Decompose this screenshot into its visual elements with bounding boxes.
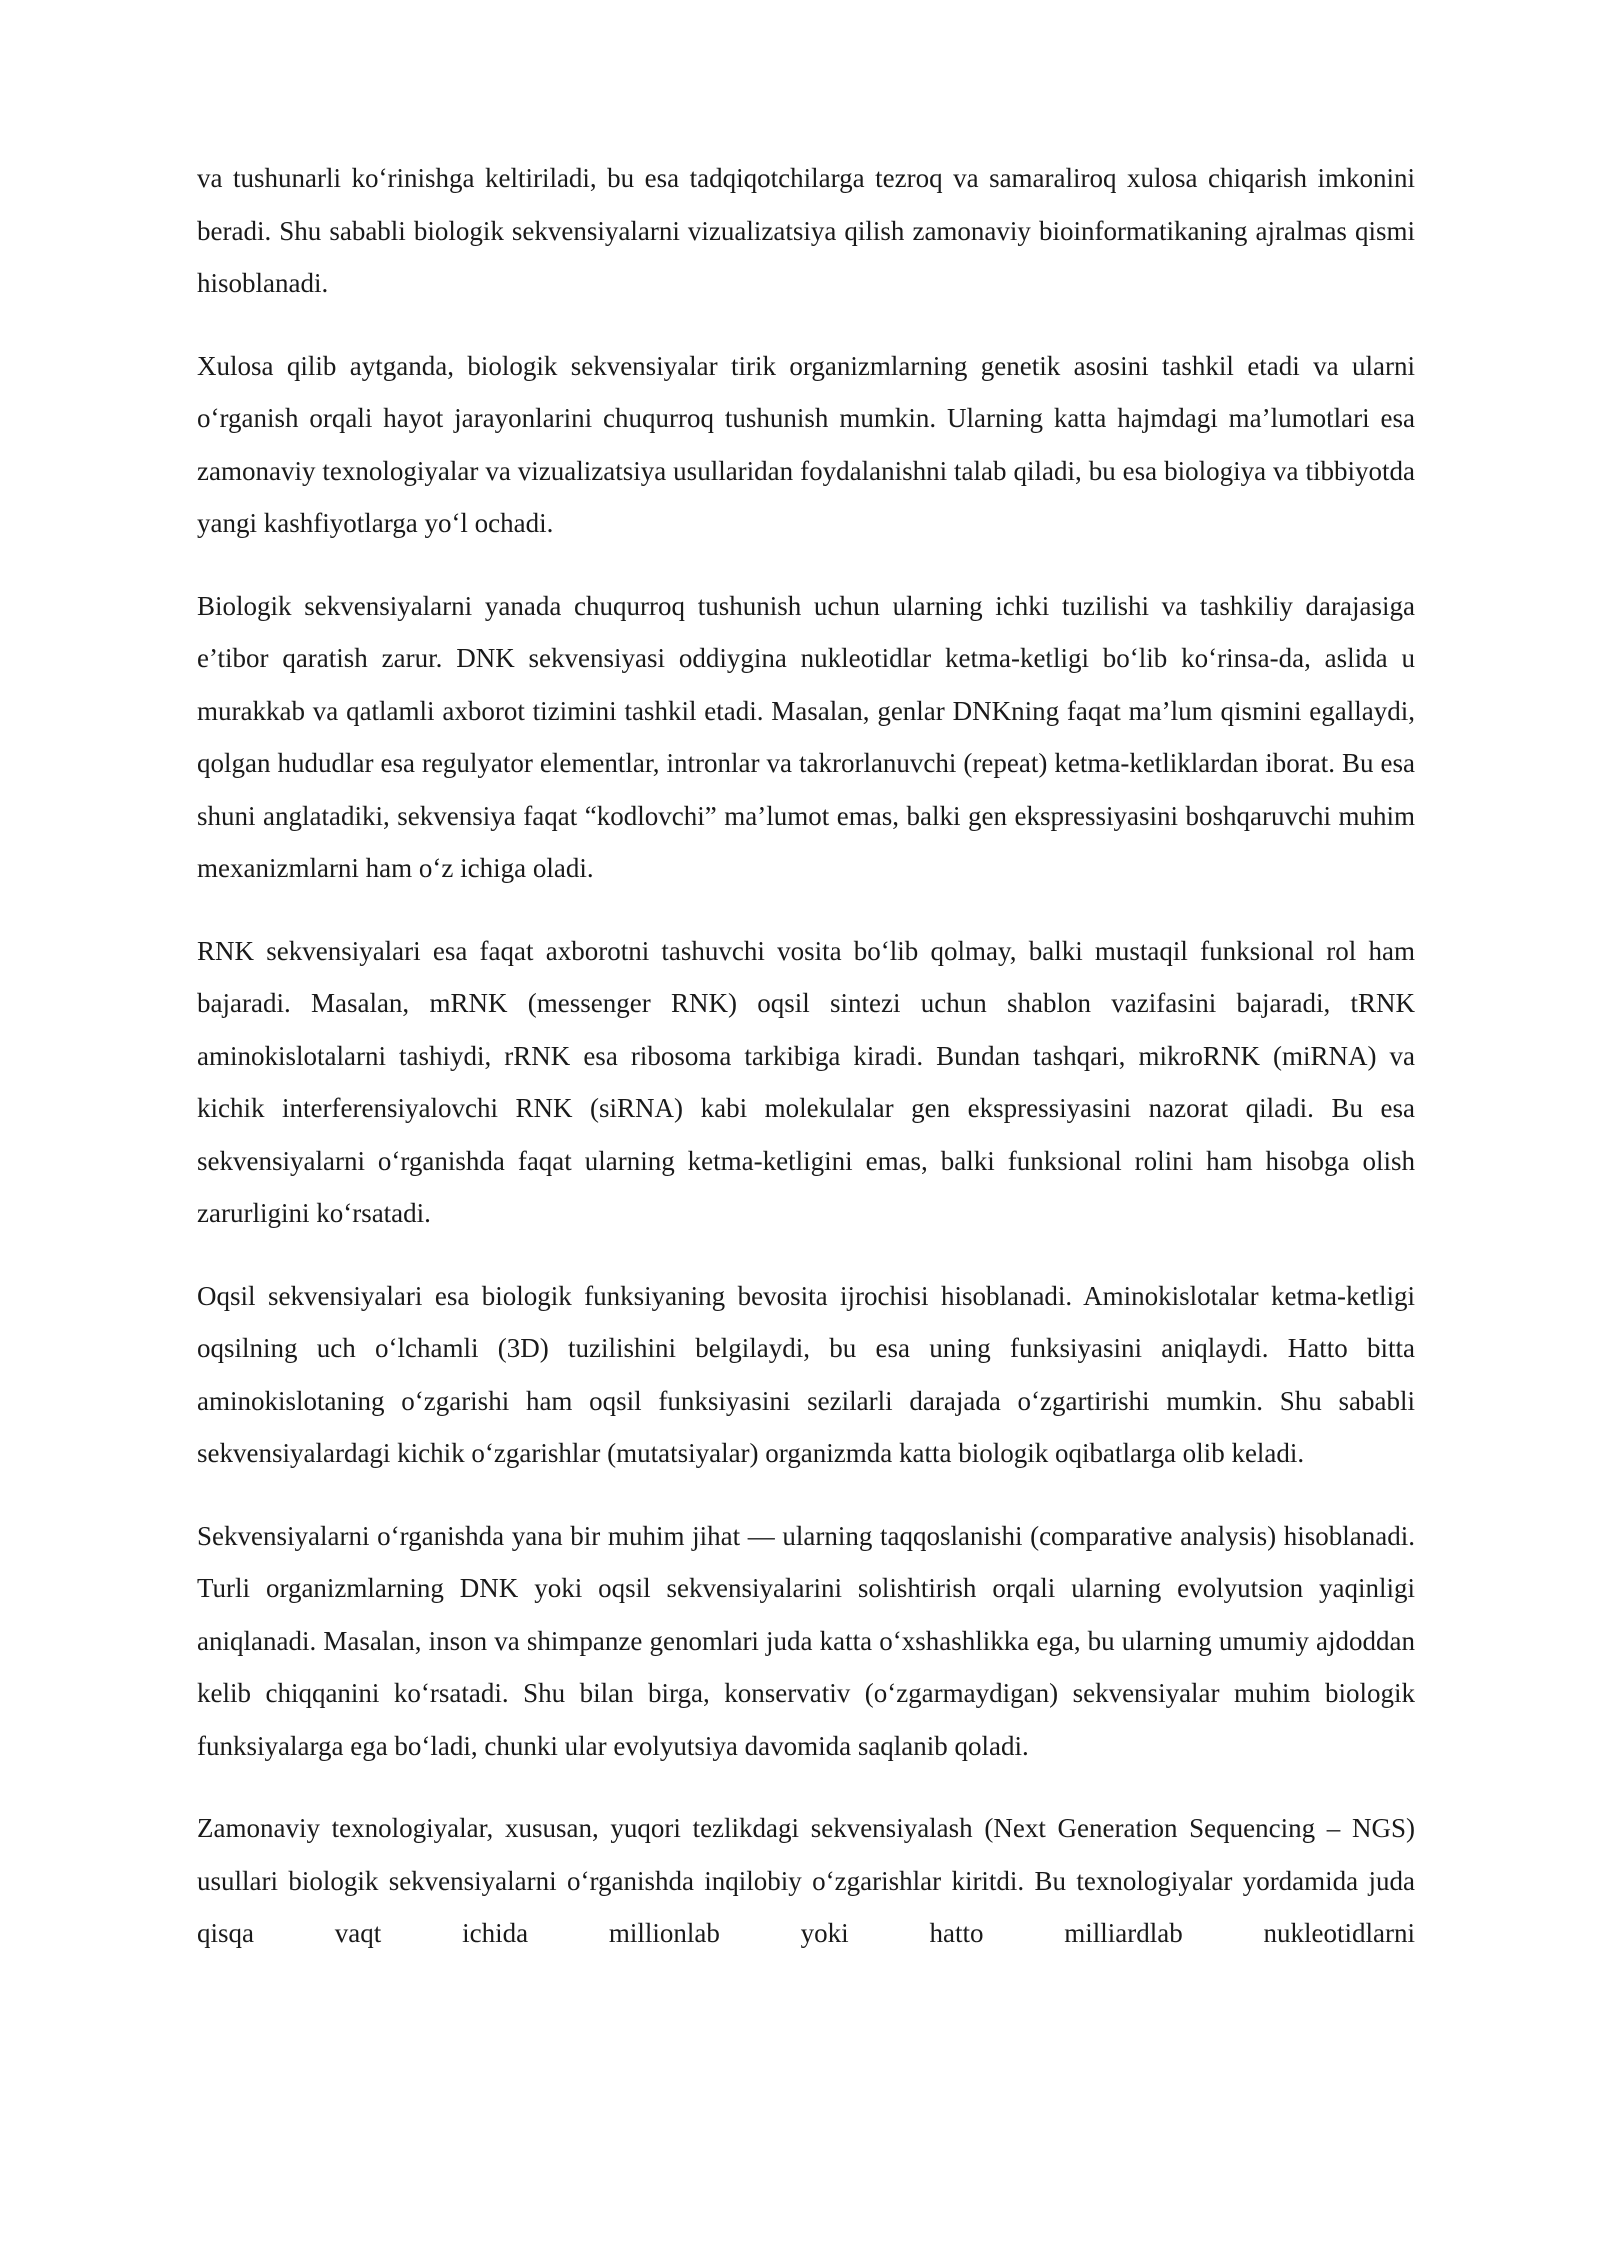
paragraph-4: RNK sekvensiyalari esa faqat axborotni tashuvchi vosita bo‘lib qolmay, balki mustaqil funksional rol ham bajaradi. Masalan, mRNK (messenger RNK) oqsil sintezi uchun shablon vazifasini bajaradi, tRNK aminokislotalarni tashiydi, rRNK esa ribosoma tarkibiga kiradi. Bundan tashqari, mikroRNK (miRNA) va kichik interferensiyalovchi RNK (siRNA) kabi molekulalar gen ekspressiyasini nazorat qiladi. Bu esa sekvensiyalarni o‘rganishda faqat ularning ketma-ketligini emas, balki funksional rolini ham hisobga olish zarurligini ko‘rsatadi. bbox=[197, 935, 1415, 1228]
paragraph-7: Zamonaviy texnologiyalar, xususan, yuqori tezlikdagi sekvensiyalash (Next Generation Sequencing – NGS) usullari biologik sekvensiyalarni o‘rganishda inqilobiy o‘zgarishlar kiritdi. Bu texnologiyalar yordamida juda qisqa vaqt ichida millionlab yoki hatto milliardlab nukleotidlarni bbox=[197, 1813, 1415, 1948]
paragraph-3: Biologik sekvensiyalarni yanada chuqurroq tushunish uchun ularning ichki tuzilishi va tashkiliy darajasiga e’tibor qaratish zarur. DNK sekvensiyasi oddiygina nukleotidlar ketma-ketligi bo‘lib ko‘rinsa-da, aslida u murakkab va qatlamli axborot tizimini tashkil etadi. Masalan, genlar DNKning faqat ma’lum qismini egallaydi, qolgan hududlar esa regulyator elementlar, intronlar va takrorlanuvchi (repeat) ketma-ketliklardan iborat. Bu esa shuni anglatadiki, sekvensiya faqat “kodlovchi” ma’lumot emas, balki gen ekspressiyasini boshqaruvchi muhim mexanizmlarni ham o‘z ichiga oladi. bbox=[197, 590, 1415, 883]
document-body bbox=[197, 152, 1415, 1960]
paragraph-2: Xulosa qilib aytganda, biologik sekvensiyalar tirik organizmlarning genetik asosini tashkil etadi va ularni o‘rganish orqali hayot jarayonlarini chuqurroq tushunish mumkin. Ularning katta hajmdagi ma’lumotlari esa zamonaviy texnologiyalar va vizualizatsiya usullaridan foydalanishni talab qiladi, bu esa biologiya va tibbiyotda yangi kashfiyotlarga yo‘l ochadi. bbox=[197, 350, 1415, 538]
paragraph-6: Sekvensiyalarni o‘rganishda yana bir muhim jihat — ularning taqqoslanishi (comparative analysis) hisoblanadi. Turli organizmlarning DNK yoki oqsil sekvensiyalarini solishtirish orqali ularning evolyutsion yaqinligi aniqlanadi. Masalan, inson va shimpanze genomlari juda katta o‘xshashlikka ega, bu ularning umumiy ajdoddan kelib chiqqanini ko‘rsatadi. Shu bilan birga, konservativ (o‘zgarmaydigan) sekvensiyalar muhim biologik funksiyalarga ega bo‘ladi, chunki ular evolyutsiya davomida saqlanib qoladi. bbox=[197, 1520, 1415, 1761]
paragraph-5: Oqsil sekvensiyalari esa biologik funksiyaning bevosita ijrochisi hisoblanadi. Aminokislotalar ketma-ketligi oqsilning uch o‘lchamli (3D) tuzilishini belgilaydi, bu esa uning funksiyasini aniqlaydi. Hatto bitta aminokislotaning o‘zgarishi ham oqsil funksiyasini sezilarli darajada o‘zgartirishi mumkin. Shu sababli sekvensiyalardagi kichik o‘zgarishlar (mutatsiyalar) organizmda katta biologik oqibatlarga olib keladi. bbox=[197, 1280, 1415, 1468]
paragraph-1: va tushunarli ko‘rinishga keltiriladi, bu esa tadqiqotchilarga tezroq va samaraliroq xulosa chiqarish imkonini beradi. Shu sababli biologik sekvensiyalarni vizualizatsiya qilish zamonaviy bioinformatikaning ajralmas qismi hisoblanadi. bbox=[197, 163, 1415, 298]
